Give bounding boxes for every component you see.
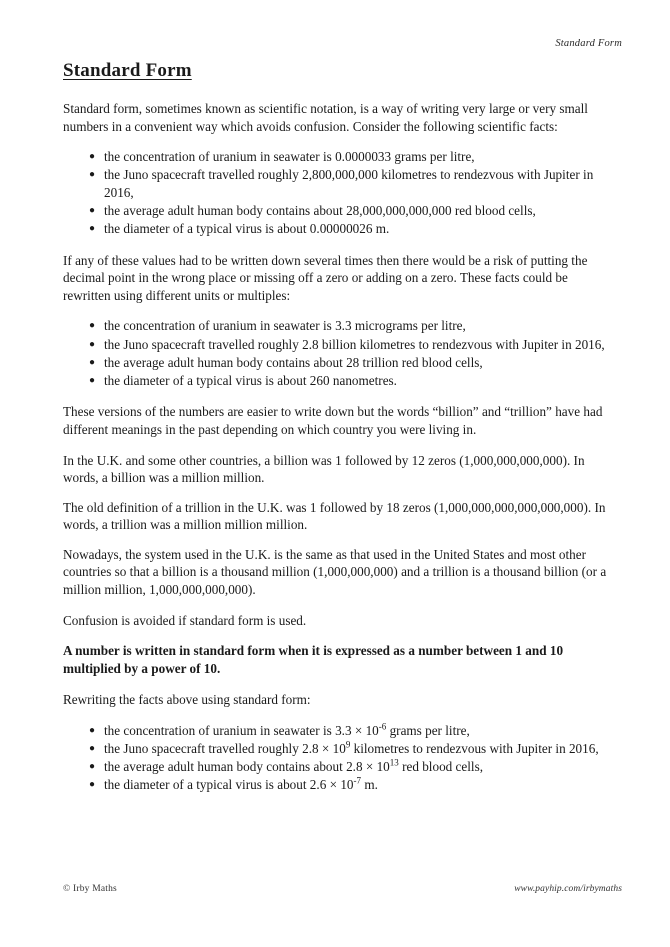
exponent: 13	[389, 757, 399, 768]
list-item-prefix: the average adult human body contains about 2.8 × 10	[104, 759, 390, 775]
copyright-text: © Irby Maths	[63, 884, 117, 894]
bullet-icon: ●	[89, 374, 96, 386]
footer-website[interactable]: www.payhip.com/irbymaths	[514, 884, 622, 894]
list-item	[63, 317, 608, 335]
intro-paragraph: Standard form, sometimes known as scientific notation, is a way of writing very large or very small numbers in a convenient way which avoids confusion. Consider the following scientific facts:	[63, 101, 588, 134]
list-item-label: the concentration of uranium in seawater is 3.3 micrograms per litre,	[104, 318, 466, 334]
list-item-suffix: kilometres to rendezvous with Jupiter in 2016,	[350, 741, 599, 757]
list-item	[63, 722, 608, 740]
list-item-suffix: red blood cells,	[398, 759, 484, 775]
facts-units-list	[63, 317, 608, 389]
document-body	[63, 60, 608, 808]
list-item-label: the diameter of a typical virus is about 260 nanometres.	[104, 372, 397, 388]
page-title: Standard Form	[63, 60, 192, 81]
rewriting-paragraph: Rewriting the facts above using standard form:	[63, 692, 311, 708]
list-item	[63, 372, 608, 390]
list-item	[63, 220, 608, 238]
running-header: Standard Form	[555, 38, 622, 49]
risk-paragraph: If any of these values had to be written down several times then there would be a risk of putting the decimal point in the wrong place or missing off a zero or adding on a zero. These facts could be rewritten using different units or multiples:	[63, 252, 588, 303]
facts-standard-list	[63, 722, 608, 794]
nowadays-paragraph: Nowadays, the system used in the U.K. is the same as that used in the United States and most other countries so that a billion is a thousand million (1,000,000,000) and a trillion is a thousand billion (or a million million, 1,000,000,000,000).	[63, 546, 607, 598]
bullet-icon: ●	[89, 320, 96, 332]
bullet-icon: ●	[89, 779, 96, 791]
bullet-icon: ●	[89, 761, 96, 773]
bullet-icon: ●	[89, 204, 96, 216]
bullet-icon: ●	[89, 356, 96, 368]
page-footer	[63, 884, 622, 894]
uk-trillion-paragraph: The old definition of a trillion in the U.K. was 1 followed by 18 zeros (1,000,000,000,000,000,000). In words, a trillion was a million million million.	[63, 499, 606, 533]
list-item-label: the Juno spacecraft travelled roughly 2,800,000,000 kilometres to rendezvous with Jupiter in 2016,	[104, 167, 594, 200]
bullet-icon: ●	[89, 169, 96, 181]
standard-form-definition: A number is written in standard form when it is expressed as a number between 1 and 10 multiplied by a power of 10.	[63, 643, 564, 676]
exponent: 9	[345, 739, 351, 750]
list-item-label: the concentration of uranium in seawater is 0.0000033 grams per litre,	[104, 149, 475, 165]
bullet-icon: ●	[89, 743, 96, 755]
list-item	[63, 758, 608, 776]
list-item	[63, 166, 608, 201]
list-item	[63, 776, 608, 794]
meanings-paragraph: These versions of the numbers are easier to write down but the words “billion” and “trillion” have had different meanings in the past depending on which country you were living in.	[63, 404, 603, 437]
exponent: -7	[353, 775, 362, 786]
list-item-suffix: m.	[361, 777, 378, 793]
list-item	[63, 740, 608, 758]
list-item-label: the average adult human body contains about 28 trillion red blood cells,	[104, 354, 483, 370]
bullet-icon: ●	[89, 338, 96, 350]
facts-original-list	[63, 148, 608, 237]
confusion-paragraph: Confusion is avoided if standard form is used.	[63, 612, 307, 628]
list-item	[63, 202, 608, 220]
bullet-icon: ●	[89, 223, 96, 235]
list-item-prefix: the diameter of a typical virus is about 2.6 × 10	[104, 777, 354, 793]
bullet-icon: ●	[89, 725, 96, 737]
list-item-prefix: the Juno spacecraft travelled roughly 2.8 × 10	[104, 741, 346, 757]
list-item-prefix: the concentration of uranium in seawater is 3.3 × 10	[104, 723, 379, 739]
list-item-label: the diameter of a typical virus is about 0.00000026 m.	[104, 221, 390, 237]
bullet-icon: ●	[89, 151, 96, 163]
exponent: -6	[378, 721, 387, 732]
list-item	[63, 354, 608, 372]
list-item-suffix: grams per litre,	[386, 723, 470, 739]
list-item	[63, 336, 608, 354]
uk-billion-paragraph: In the U.K. and some other countries, a billion was 1 followed by 12 zeros (1,000,000,000,000). In words, a billion was a million million.	[63, 452, 585, 486]
list-item-label: the Juno spacecraft travelled roughly 2.8 billion kilometres to rendezvous with Jupiter in 2016,	[104, 336, 605, 352]
list-item	[63, 148, 608, 166]
list-item-label: the average adult human body contains about 28,000,000,000,000 red blood cells,	[104, 202, 536, 218]
